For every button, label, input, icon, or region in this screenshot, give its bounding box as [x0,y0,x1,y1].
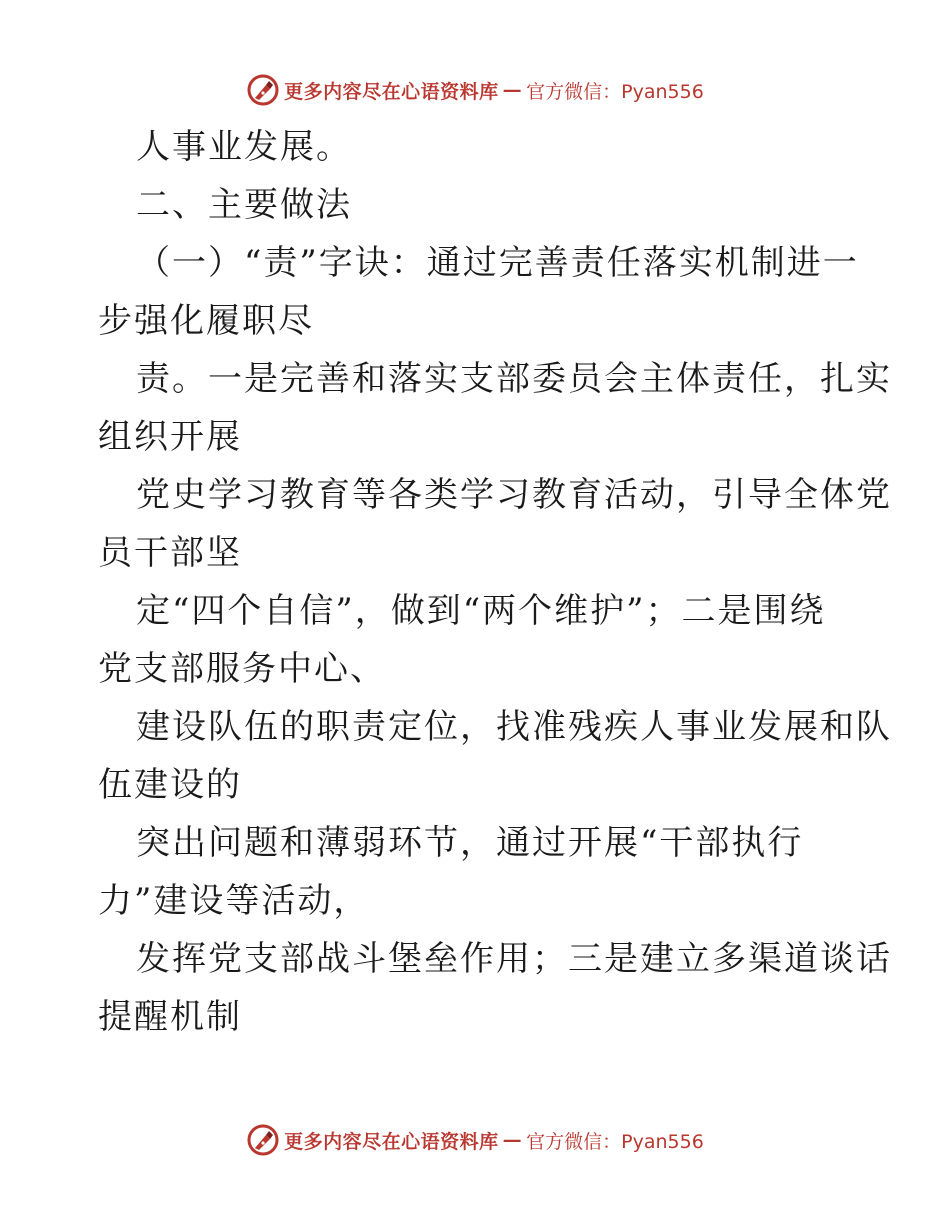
header-site-text: 更多内容尽在心语资料库 [284,80,499,103]
text-line-7: 党史学习教育等各类学习教育活动，引导全体党 [136,475,892,515]
header-dash: — [502,79,523,101]
text-line-4: 步强化履职尽 [98,301,314,341]
document-body [98,118,892,1046]
text-line-16: 提醒机制 [98,997,242,1037]
text-line-5: 责。一是完善和落实支部委员会主体责任，扎实 [136,359,892,399]
header-banner-content [246,73,704,107]
text-line-6: 组织开展 [98,417,242,457]
footer-dash: — [502,1129,523,1151]
section-heading: 二、主要做法 [136,185,352,225]
text-line-13: 突出问题和薄弱环节，通过开展“干部执行 [136,823,804,863]
footer-banner-content [246,1123,704,1157]
text-line-14: 力”建设等活动， [98,881,370,921]
text-line-8: 员干部坚 [98,533,242,573]
text-line-10: 党支部服务中心、 [98,649,386,689]
footer-site-text: 更多内容尽在心语资料库 [284,1130,499,1153]
text-line-9: 定“四个自信”，做到“两个维护”；二是围绕 [136,591,826,631]
footer-contact-text: 官方微信：Pyan556 [526,1130,704,1153]
text-line-3: （一）“责”字诀：通过完善责任落实机制进一 [136,243,859,283]
text-line-11: 建设队伍的职责定位，找准残疾人事业发展和队 [136,707,892,747]
header-contact-text: 官方微信：Pyan556 [526,80,704,103]
footer-banner [0,1120,950,1160]
pen-nib-logo-icon [246,1123,280,1157]
pen-nib-logo-icon [246,73,280,107]
text-line-1: 人事业发展。 [136,127,352,167]
text-line-15: 发挥党支部战斗堡垒作用；三是建立多渠道谈话 [136,939,892,979]
header-banner [0,70,950,110]
text-line-12: 伍建设的 [98,765,242,805]
